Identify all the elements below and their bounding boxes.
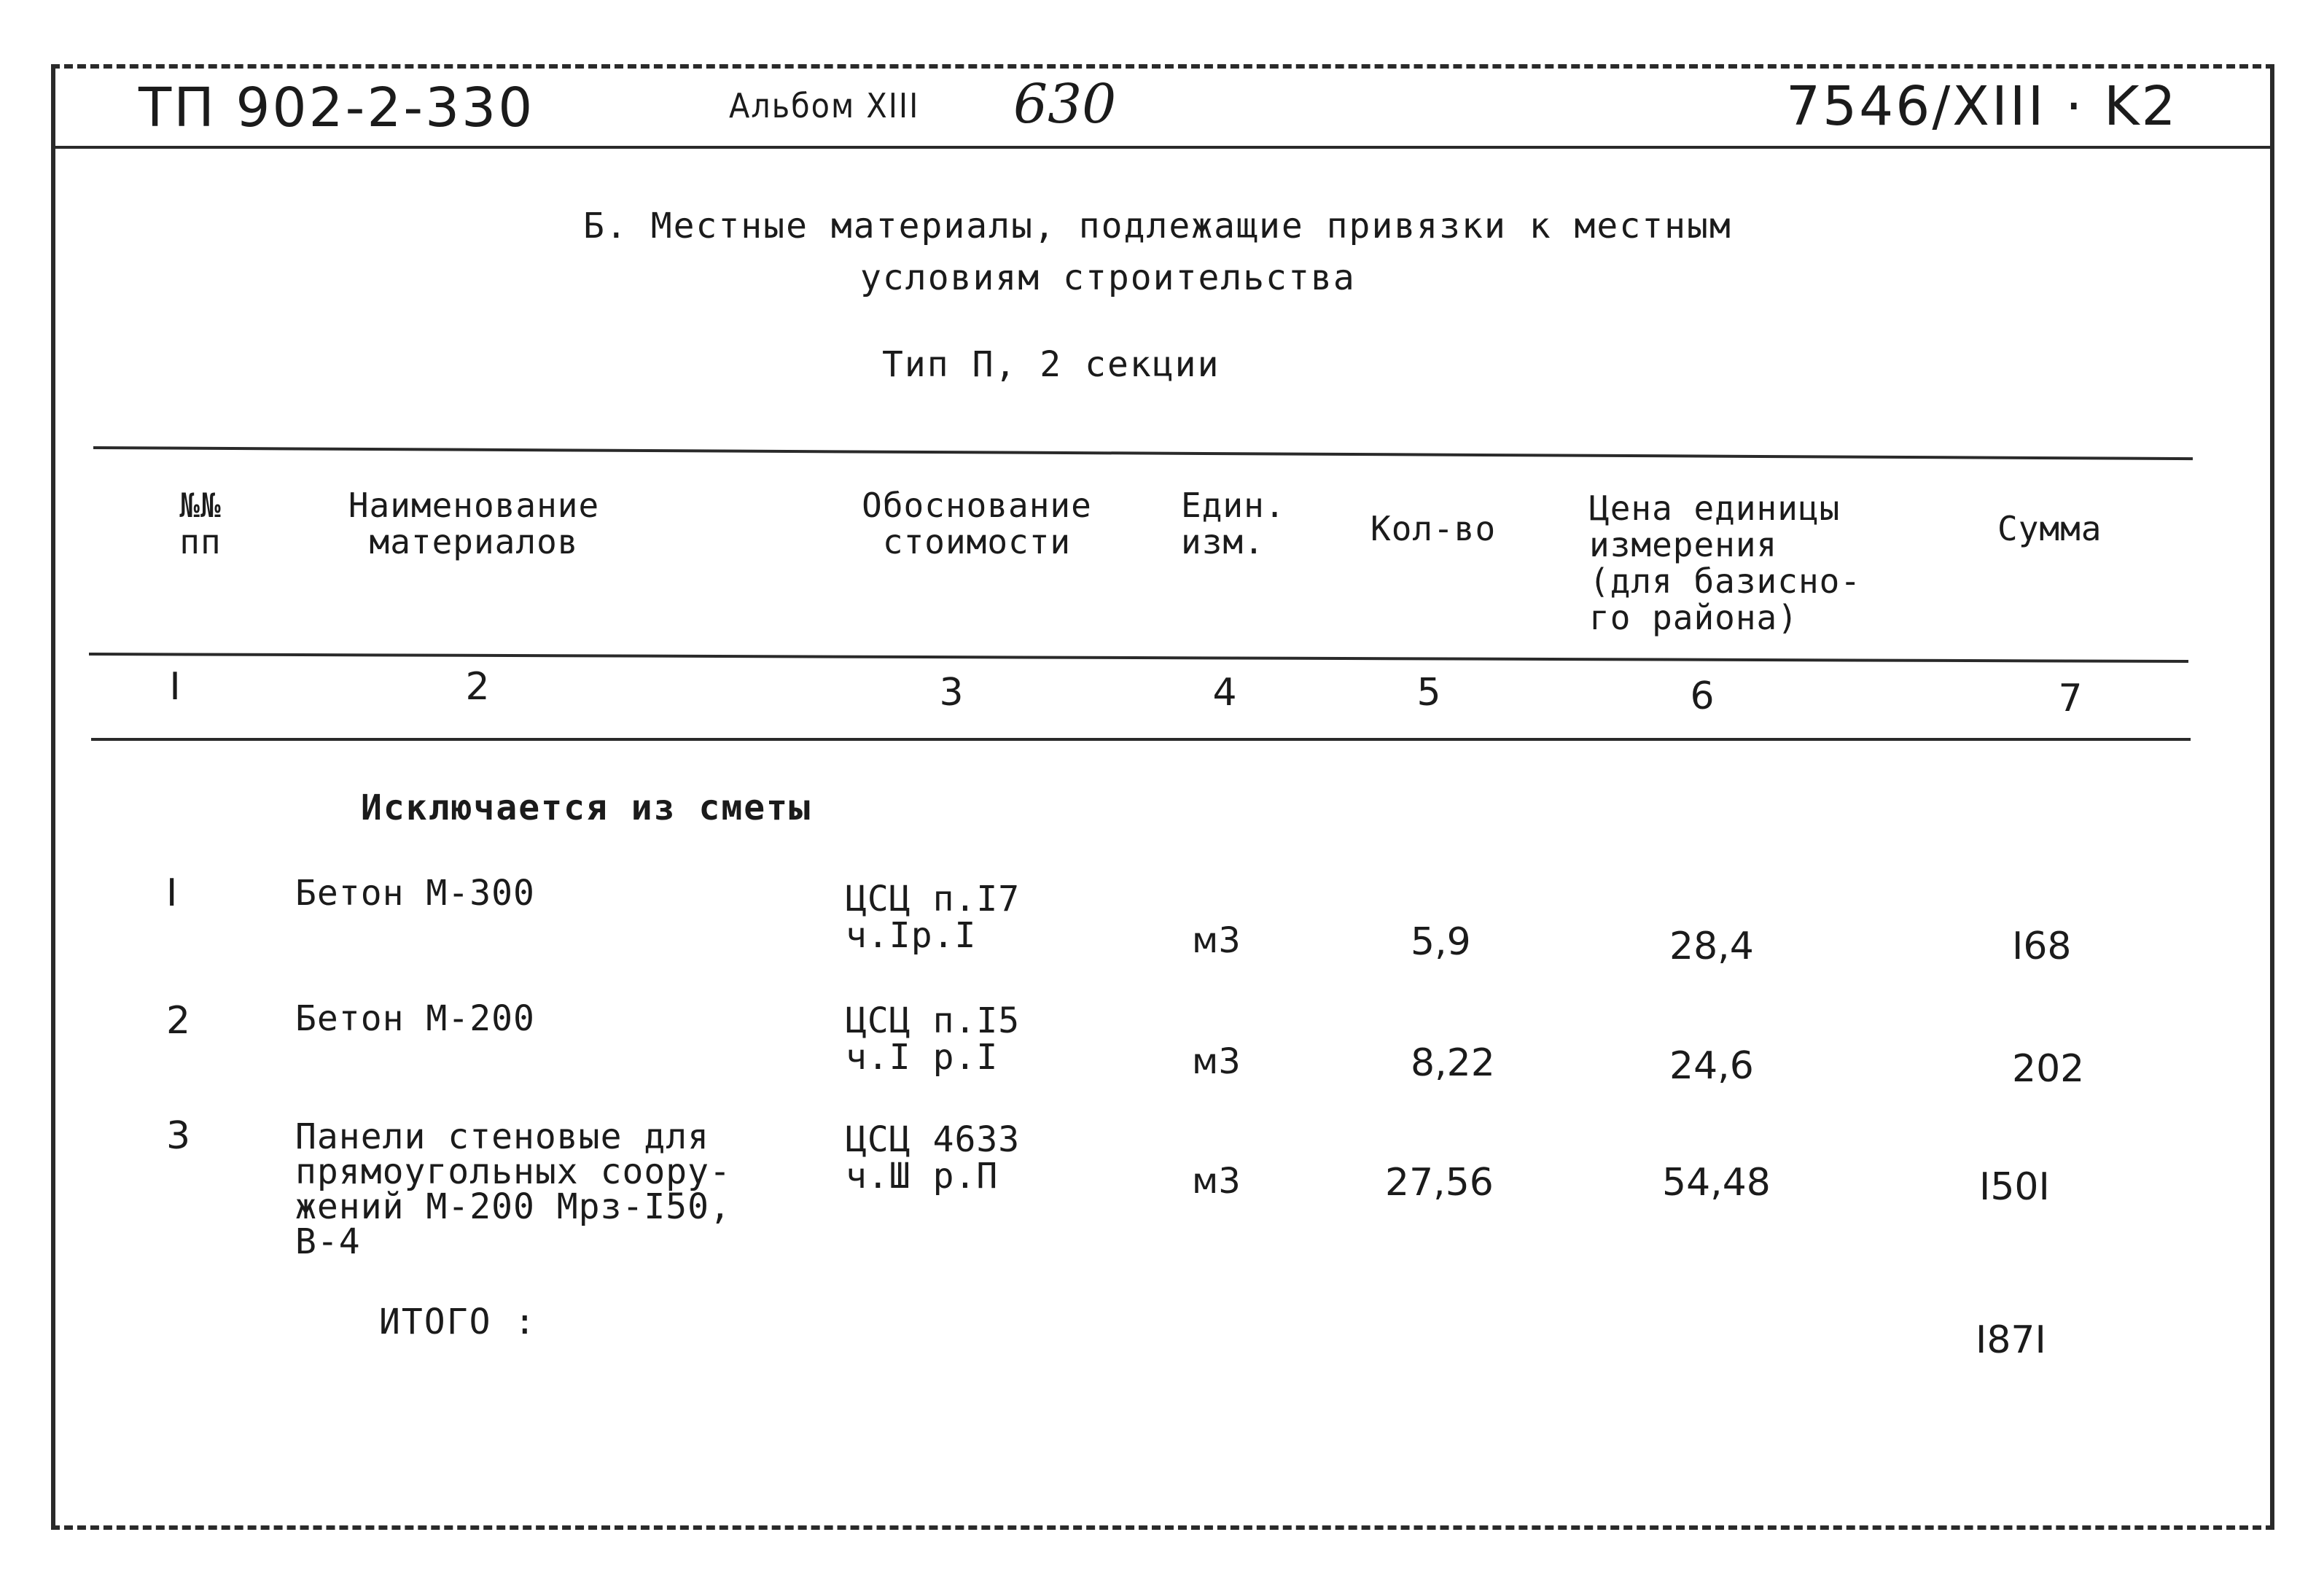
row-3-material: Панели стеновые для прямоугольных соору- жений М-200 Мрз-I50, В-4 — [295, 1116, 731, 1262]
column-number: 7 — [2058, 677, 2083, 720]
row-3-sum: I50I — [1979, 1165, 2050, 1209]
header-unit-price: Цена единицы измерения (для базисно- го района) — [1589, 489, 1862, 637]
inventory-reference: 7546/XIII · K2 — [1786, 75, 2178, 138]
document-code: ТП 902-2-330 — [139, 77, 535, 139]
column-number: 6 — [1690, 674, 1715, 718]
column-number-rule — [91, 738, 2191, 741]
frame-right-border — [2270, 64, 2274, 1530]
row-3-price: 54,48 — [1662, 1161, 1771, 1205]
album-label: Альбом XIII — [729, 86, 920, 125]
table-top-rule — [93, 446, 2193, 460]
table-subtitle: Тип П, 2 секции — [882, 344, 1220, 385]
column-number: 5 — [1416, 671, 1441, 715]
row-1-price: 28,4 — [1669, 925, 1754, 968]
header-bottom-rule — [89, 653, 2188, 663]
header-unit: Един. изм. — [1181, 486, 1286, 561]
header-sum: Сумма — [1997, 509, 2102, 548]
total-label: ИТОГО : — [379, 1302, 537, 1342]
row-1-sum: I68 — [2012, 925, 2072, 968]
header-material-name: Наименование материалов — [348, 486, 600, 561]
row-2-unit: м3 — [1192, 1041, 1241, 1082]
column-number: I — [169, 665, 181, 709]
row-3-basis: ЦСЦ 4633 ч.Ш р.П — [846, 1119, 1021, 1197]
frame-top-border — [51, 64, 2274, 69]
heading-line-1: Б. Местные материалы, подлежащие привязки к местным — [583, 206, 1732, 246]
frame-left-border — [51, 64, 55, 1530]
row-1-unit: м3 — [1192, 920, 1241, 961]
row-3-unit: м3 — [1192, 1161, 1241, 1202]
row-1-number: I — [166, 871, 178, 915]
frame-bottom-border — [51, 1525, 2274, 1530]
total-value: I87I — [1976, 1318, 2046, 1362]
row-2-material: Бетон М-200 — [295, 998, 535, 1039]
header-row-number: №№ пп — [179, 486, 222, 561]
column-number: 3 — [939, 671, 964, 715]
column-number: 2 — [465, 665, 490, 709]
heading-line-2: условиям строительства — [860, 257, 1356, 298]
header-quantity: Кол-во — [1370, 509, 1497, 548]
row-2-number: 2 — [166, 999, 191, 1043]
column-number: 4 — [1212, 671, 1237, 715]
row-3-number: 3 — [166, 1114, 191, 1158]
header-cost-basis: Обоснование стоимости — [862, 486, 1092, 561]
section-label: Исключается из сметы — [361, 788, 811, 828]
album-number: 630 — [1013, 73, 1117, 136]
row-1-material: Бетон М-300 — [295, 873, 535, 914]
stamp-divider — [51, 146, 2274, 149]
row-2-basis: ЦСЦ п.I5 ч.I р.I — [846, 1000, 1021, 1078]
row-2-price: 24,6 — [1669, 1044, 1754, 1088]
row-3-quantity: 27,56 — [1385, 1161, 1494, 1205]
row-1-basis: ЦСЦ п.I7 ч.Iр.I — [846, 879, 1021, 956]
row-2-sum: 202 — [2012, 1047, 2085, 1091]
row-1-quantity: 5,9 — [1411, 920, 1471, 964]
row-2-quantity: 8,22 — [1411, 1041, 1495, 1085]
